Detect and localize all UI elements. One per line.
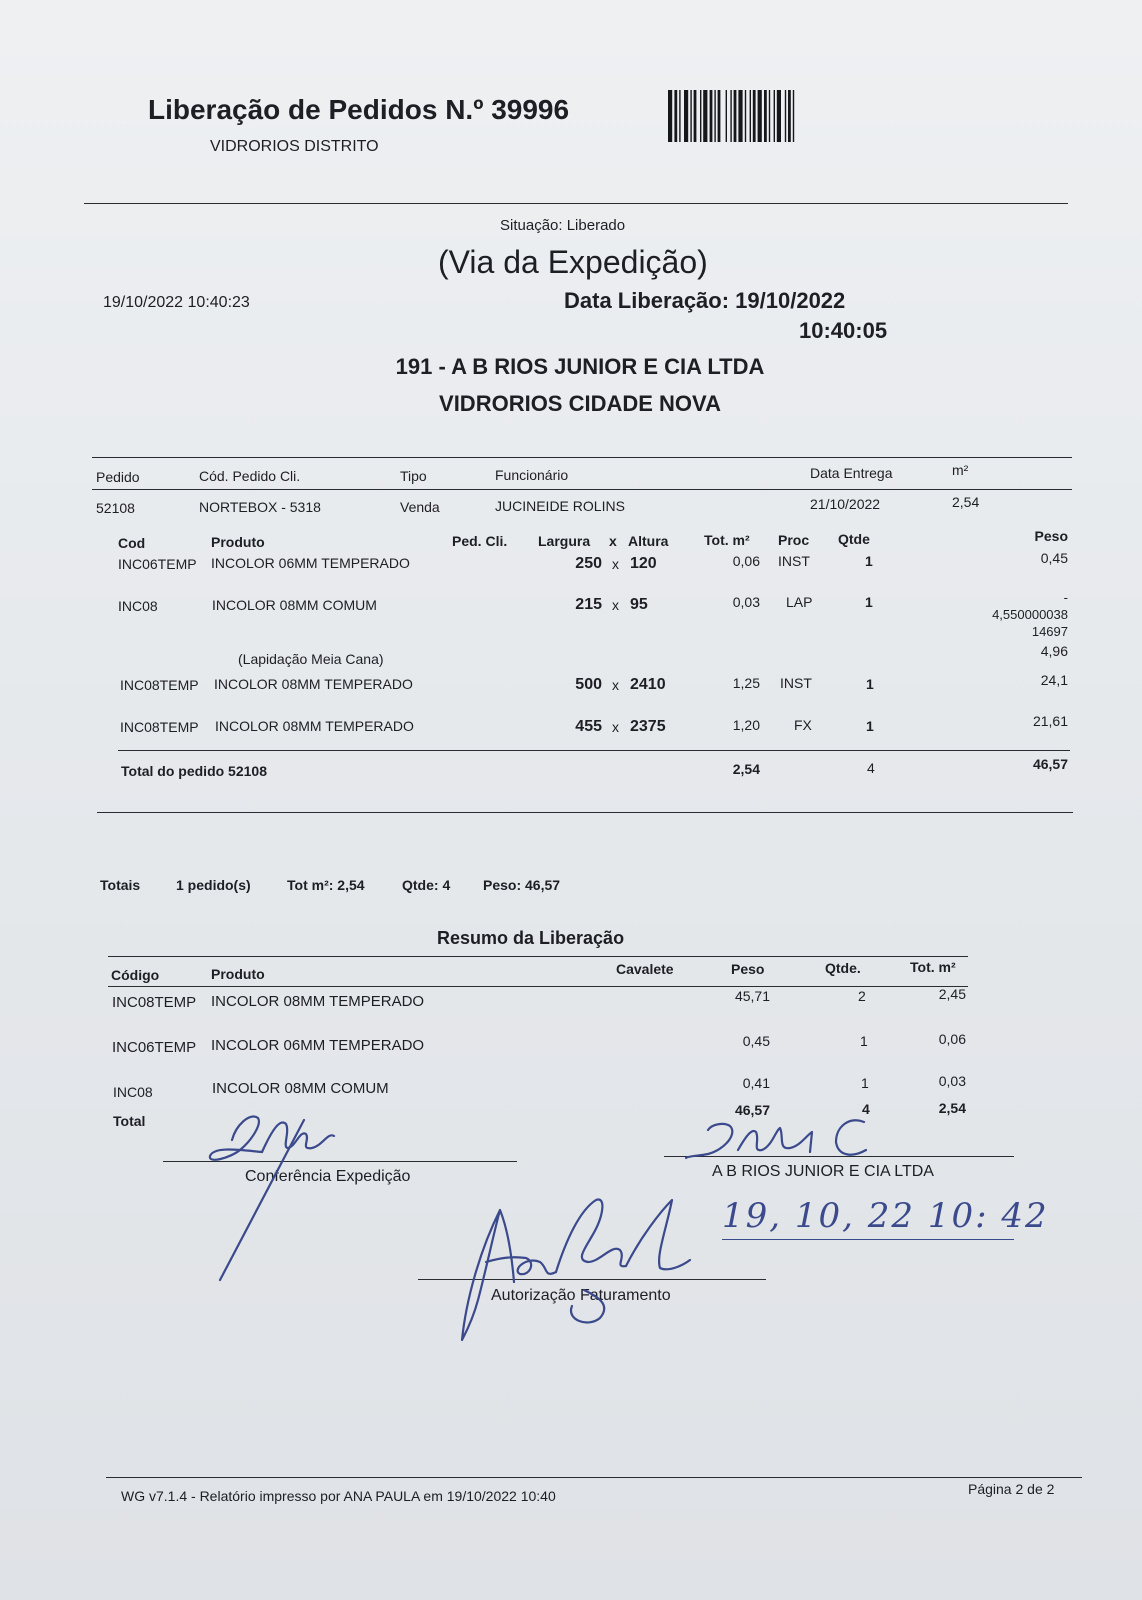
item-row-2-tot-m2: 0,03 (732, 594, 760, 610)
signature-line-cliente (664, 1156, 1014, 1157)
summary-row-1-tot-m2: 2,45 (938, 986, 966, 1002)
footer-page-number: Página 2 de 2 (968, 1481, 1055, 1497)
items-col-cod: Cod (118, 535, 146, 551)
item-row-3-tot-m2: 1,25 (732, 675, 760, 691)
item-row-3-qtde: 1 (866, 676, 874, 692)
summary-row-2-produto: INCOLOR 06MM TEMPERADO (211, 1037, 425, 1054)
release-time: 10:40:05 (799, 318, 888, 343)
summary-title: Resumo da Liberação (437, 928, 625, 948)
summary-total-peso: 46,57 (734, 1102, 770, 1118)
totals-peso: Peso: 46,57 (483, 877, 561, 893)
order-table-top-line (92, 457, 1072, 458)
item-row-3-cod: INC08TEMP (120, 677, 199, 693)
handwritten-date-underline (722, 1239, 1014, 1240)
footer-printed-by: WG v7.1.4 - Relatório impresso por ANA PAULA em 19/10/2022 10:40 (121, 1488, 556, 1504)
print-timestamp: 19/10/2022 10:40:23 (103, 294, 250, 311)
summary-row-2-qtde: 1 (860, 1033, 868, 1049)
items-total-line (118, 750, 1070, 751)
order-value-funcionario: JUCINEIDE ROLINS (495, 498, 625, 514)
item-row-4-cod: INC08TEMP (120, 719, 199, 735)
order-value-pedido: 52108 (96, 500, 135, 516)
summary-row-2-codigo: INC06TEMP (112, 1039, 197, 1056)
summary-col-tot-m2: Tot. m² (910, 959, 956, 975)
summary-top-line (108, 956, 968, 957)
items-col-qtde: Qtde (838, 531, 870, 547)
totals-pedidos: 1 pedido(s) (176, 877, 251, 893)
items-col-proc: Proc (778, 532, 810, 548)
items-col-ped-cli: Ped. Cli. (452, 533, 508, 549)
items-total-peso: 46,57 (1032, 756, 1068, 772)
item-row-2-peso-line-1: 4,550000038 (992, 607, 1068, 622)
item-row-2-note-peso: 4,96 (1040, 643, 1068, 659)
order-value-tipo: Venda (400, 499, 440, 515)
items-col-produto: Produto (211, 534, 265, 550)
summary-row-1-peso: 45,71 (734, 988, 770, 1004)
item-row-2-peso-dash: - (1063, 590, 1068, 605)
summary-col-codigo: Código (111, 967, 160, 983)
summary-row-1-codigo: INC08TEMP (112, 994, 197, 1011)
footer-line (106, 1477, 1082, 1478)
item-row-2-qtde: 1 (865, 594, 873, 610)
order-value-data-entrega: 21/10/2022 (810, 496, 881, 512)
item-row-3-x: x (612, 677, 619, 693)
item-row-4-qtde: 1 (866, 718, 874, 734)
handwritten-date: 19, 10, 22 10: 42 (722, 1196, 1049, 1236)
order-value-cod-cli: NORTEBOX - 5318 (199, 499, 321, 515)
items-col-tot-m2: Tot. m² (704, 532, 750, 548)
summary-col-qtde: Qtde. (825, 960, 861, 976)
order-col-cod-cli: Cód. Pedido Cli. (199, 468, 301, 484)
item-row-4-largura: 455 (575, 718, 602, 735)
items-bottom-line (97, 812, 1073, 813)
summary-row-3-peso: 0,41 (742, 1075, 770, 1091)
signature-line-conferencia (163, 1161, 517, 1162)
signature-label-conferencia: Conferência Expedição (245, 1168, 411, 1185)
summary-row-3-produto: INCOLOR 08MM COMUM (212, 1080, 389, 1097)
summary-col-peso: Peso (731, 961, 765, 977)
item-row-3-peso: 24,1 (1040, 672, 1068, 688)
item-row-2-produto: INCOLOR 08MM COMUM (212, 597, 377, 613)
summary-col-produto: Produto (211, 966, 265, 982)
signature-line-autorizacao (418, 1279, 766, 1280)
item-row-4-produto: INCOLOR 08MM TEMPERADO (215, 718, 414, 734)
items-total-tot-m2: 2,54 (732, 761, 760, 777)
summary-row-3-codigo: INC08 (113, 1084, 153, 1100)
order-col-tipo: Tipo (400, 468, 427, 484)
item-row-2-altura: 95 (630, 596, 648, 613)
summary-row-2-peso: 0,45 (742, 1033, 770, 1049)
items-total-label: Total do pedido 52108 (121, 763, 267, 779)
order-header-line (92, 489, 1072, 490)
item-row-1-x: x (612, 556, 619, 572)
totals-label: Totais (100, 877, 141, 893)
summary-col-cavalete: Cavalete (616, 961, 674, 977)
item-row-2-cod: INC08 (118, 598, 158, 614)
totals-tot-m2: Tot m²: 2,54 (287, 877, 365, 893)
item-row-2-peso-line-2: 14697 (1031, 624, 1068, 639)
item-row-1-tot-m2: 0,06 (732, 553, 760, 569)
item-row-3-produto: INCOLOR 08MM TEMPERADO (214, 676, 413, 692)
order-col-m2: m² (952, 462, 969, 478)
item-row-4-tot-m2: 1,20 (732, 717, 760, 733)
customer-name: 191 - A B RIOS JUNIOR E CIA LTDA (395, 354, 765, 379)
item-row-2-x: x (612, 597, 619, 613)
summary-row-1-qtde: 2 (858, 988, 866, 1004)
item-row-2-proc: LAP (786, 594, 813, 610)
items-col-x: x (609, 533, 617, 549)
signature-label-cliente: A B RIOS JUNIOR E CIA LTDA (712, 1163, 934, 1180)
item-row-1-largura: 250 (575, 555, 602, 572)
summary-total-qtde: 4 (862, 1101, 870, 1117)
item-row-4-proc: FX (794, 717, 812, 733)
copy-type-label: (Via da Expedição) (438, 244, 708, 280)
order-value-m2: 2,54 (952, 494, 980, 510)
item-row-1-cod: INC06TEMP (118, 556, 197, 572)
page-title: Liberação de Pedidos N.º 39996 (148, 94, 570, 125)
summary-total-label: Total (113, 1113, 146, 1129)
status-label: Situação: Liberado (500, 217, 626, 234)
items-col-altura: Altura (628, 533, 669, 549)
summary-row-3-qtde: 1 (861, 1075, 869, 1091)
summary-row-2-tot-m2: 0,06 (938, 1031, 966, 1047)
item-row-4-altura: 2375 (630, 718, 666, 735)
item-row-2-largura: 215 (575, 596, 602, 613)
item-row-4-x: x (612, 719, 619, 735)
item-row-1-altura: 120 (630, 555, 657, 572)
item-row-3-largura: 500 (575, 676, 602, 693)
item-row-1-peso: 0,45 (1040, 550, 1068, 566)
item-row-2-note: (Lapidação Meia Cana) (238, 651, 384, 667)
issuer-company: VIDRORIOS DISTRITO (210, 138, 379, 155)
item-row-1-produto: INCOLOR 06MM TEMPERADO (211, 555, 410, 571)
order-col-data-entrega: Data Entrega (810, 465, 893, 481)
items-col-peso: Peso (1034, 528, 1068, 544)
items-col-largura: Largura (538, 533, 591, 549)
totals-qtde: Qtde: 4 (402, 877, 451, 893)
order-col-funcionario: Funcionário (495, 467, 569, 483)
customer-store: VIDRORIOS CIDADE NOVA (439, 391, 721, 416)
signature-label-autorizacao: Autorização Faturamento (491, 1287, 671, 1304)
summary-row-3-tot-m2: 0,03 (938, 1073, 966, 1089)
item-row-1-qtde: 1 (865, 553, 873, 569)
release-date: Data Liberação: 19/10/2022 (564, 288, 846, 313)
summary-header-line (108, 986, 968, 987)
header-divider (84, 203, 1068, 204)
item-row-1-proc: INST (778, 553, 810, 569)
item-row-3-altura: 2410 (630, 676, 666, 693)
item-row-3-proc: INST (780, 675, 812, 691)
order-col-pedido: Pedido (96, 469, 140, 485)
summary-total-tot-m2: 2,54 (938, 1100, 966, 1116)
items-total-qtde: 4 (867, 760, 875, 776)
item-row-4-peso: 21,61 (1032, 713, 1068, 729)
summary-row-1-produto: INCOLOR 08MM TEMPERADO (211, 993, 425, 1010)
barcode-icon (668, 90, 842, 142)
